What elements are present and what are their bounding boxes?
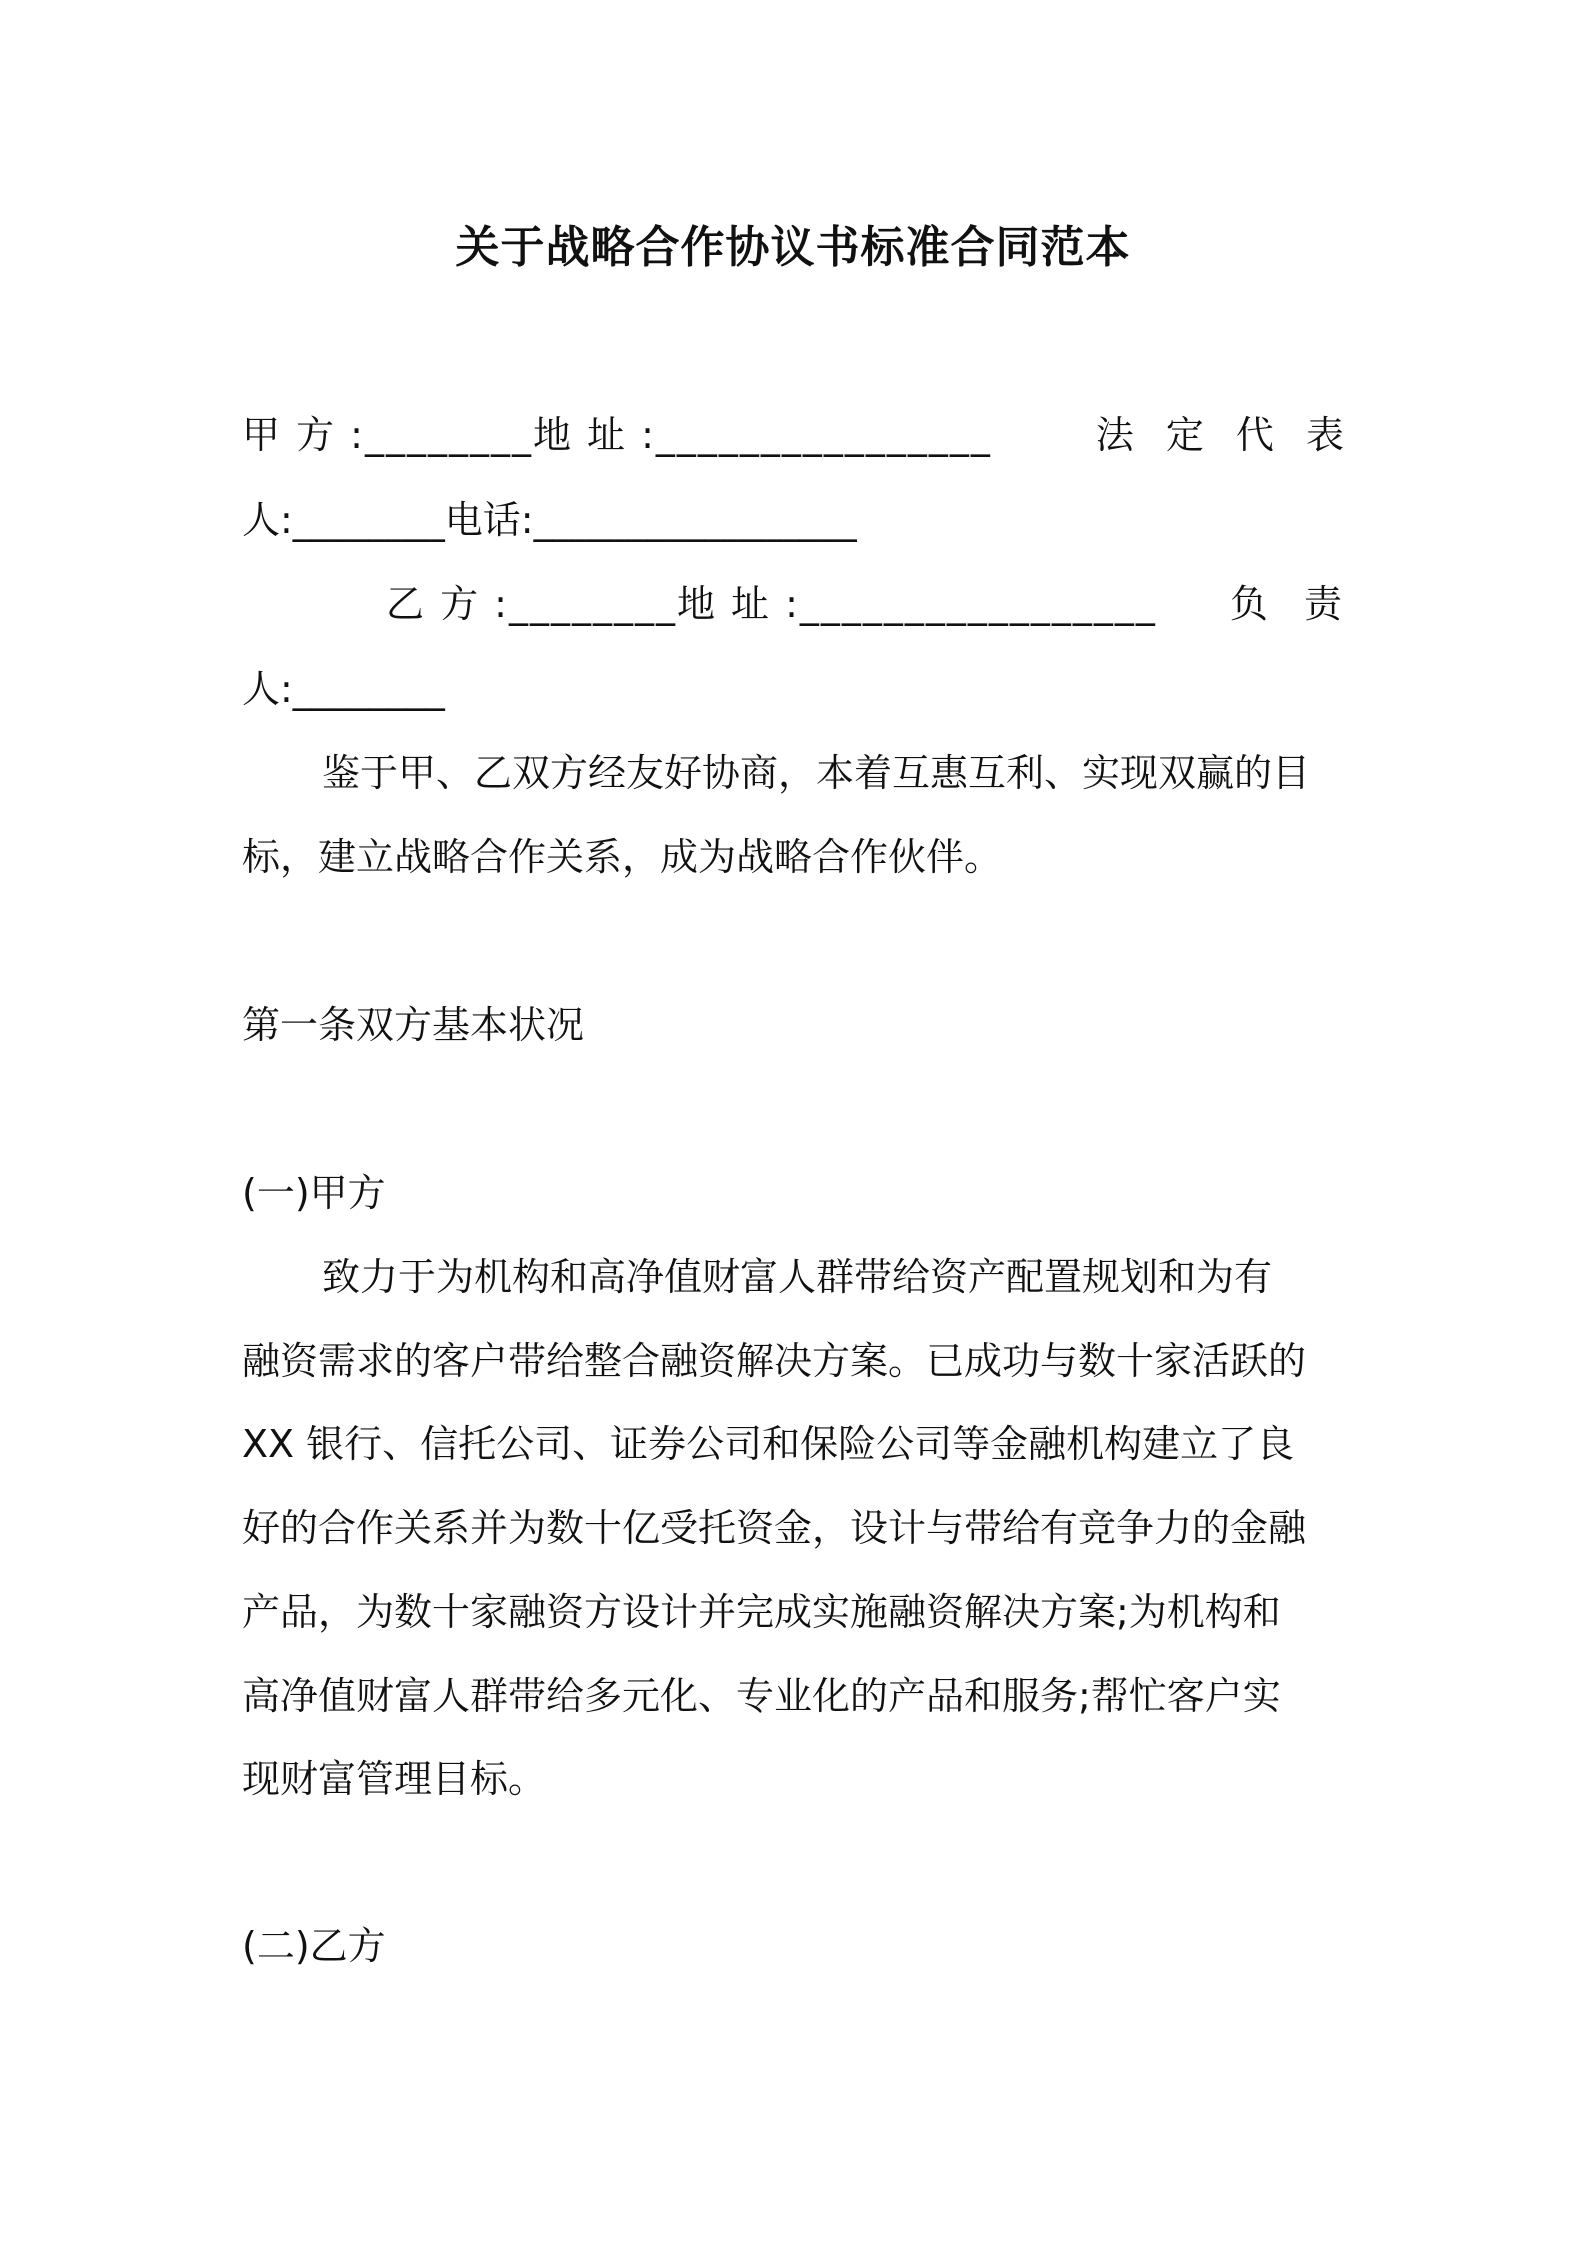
document-title: 关于战略合作协议书标准合同范本 [455,222,1131,273]
party-a-body-line-5: 产品，为数十家融资方设计并完成实施融资解决方案;为机构和 [242,1590,1281,1634]
party-a-line [242,406,1354,464]
party-b-owner-label: 负 责 [1229,582,1354,626]
party-a-body-line-2: 融资需求的客户带给整合融资解决方案。已成功与数十家活跃的 [242,1339,1307,1383]
party-a-body-line-1: 致力于为机构和高净值财富人群带给资产配置规划和为有 [322,1255,1273,1299]
party-a-heading: (一)甲方 [242,1171,386,1215]
party-a-rep-label: 法 定 代 表 [1095,413,1354,457]
article-1-heading: 第一条双方基本状况 [242,1003,585,1047]
party-b-owner-line: 人:________ [242,667,445,711]
party-a-body-line-3: XX 银行、信托公司、证券公司和保险公司等金融机构建立了良 [242,1422,1295,1466]
party-a-body-line-7: 现财富管理目标。 [242,1757,547,1801]
intro-line-1: 鉴于甲、乙双方经友好协商，本着互惠互利、实现双赢的目 [322,751,1311,795]
party-a-rep-line: 人:________电话:_________________ [242,498,857,542]
party-a-body-line-6: 高净值财富人群带给多元化、专业化的产品和服务;帮忙客户实 [242,1674,1281,1718]
party-a-body-line-4: 好的合作关系并为数十亿受托资金，设计与带给有竞争力的金融 [242,1506,1307,1550]
party-a-fields: 甲 方 :________地 址 :________________ [242,413,992,457]
party-b-heading: (二)乙方 [242,1924,386,1968]
intro-line-2: 标，建立战略合作关系，成为战略合作伙伴。 [242,835,1003,879]
party-b-fields: 乙 方 :________地 址 :_________________ [386,582,1157,626]
party-b-line [242,575,1354,633]
